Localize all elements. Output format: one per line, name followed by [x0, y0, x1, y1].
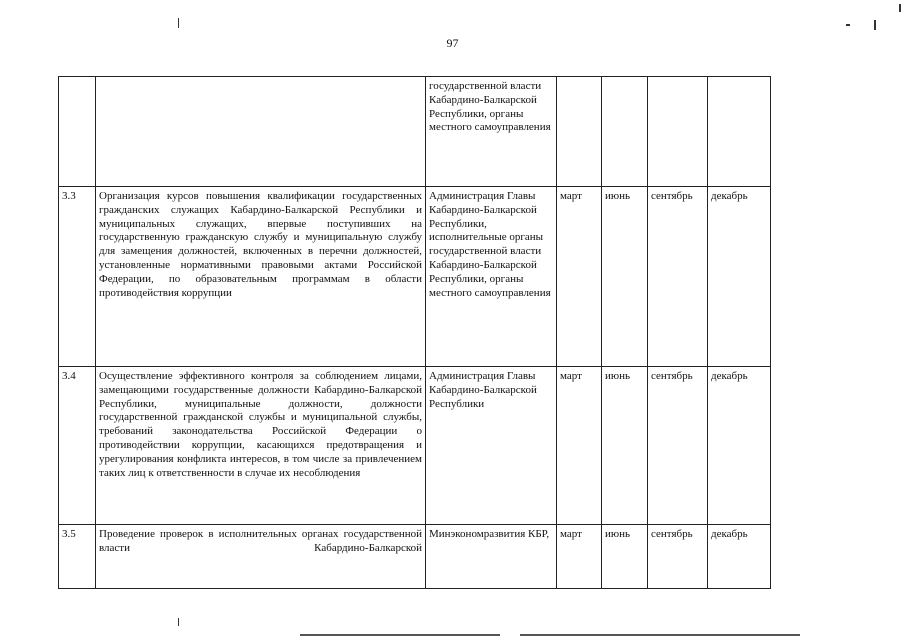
measure-description: Организация курсов повышения квалификации государственных гражданских служащих Кабардино-Балкарской Республики и муниципальных служащих, впервые поступивших на государственную гражданскую службу и муниципальную службу для замещения должностей, включенных в перечни должностей, установленные нормативными правовыми актами Российской Федерации, по образовательным программам в области противодействия коррупции	[96, 187, 426, 367]
deadline-q3: сентябрь	[648, 187, 708, 367]
scan-mark	[846, 24, 850, 26]
scan-mark	[899, 4, 901, 12]
deadline-q2	[602, 77, 648, 187]
scan-mark	[178, 618, 179, 626]
deadline-q1: март	[557, 367, 602, 525]
deadline-q4: декабрь	[708, 187, 771, 367]
deadline-q4: декабрь	[708, 525, 771, 589]
scan-mark	[300, 634, 500, 636]
measure-description	[96, 77, 426, 187]
deadline-q3: сентябрь	[648, 525, 708, 589]
deadline-q3: сентябрь	[648, 367, 708, 525]
deadline-q2: июнь	[602, 525, 648, 589]
deadline-q1: март	[557, 187, 602, 367]
row-number: 3.4	[59, 367, 96, 525]
row-number: 3.5	[59, 525, 96, 589]
scan-mark	[520, 634, 800, 636]
deadline-q4	[708, 77, 771, 187]
responsible-executors: государственной власти Кабардино-Балкарской Республики, органы местного самоуправления	[426, 77, 557, 187]
measure-description: Осуществление эффективного контроля за соблюдением лицами, замещающими государственные должности Кабардино-Балкарской Республики, муниципальные должности, должности государственной гражданской службы и муниципальной службы, требований законодательства Российской Федерации о противодействии коррупции, касающихся предотвращения и урегулирования конфликта интересов, в том числе за привлечением таких лиц к ответственности в случае их несоблюдения	[96, 367, 426, 525]
deadline-q3	[648, 77, 708, 187]
responsible-executors: Администрация Главы Кабардино-Балкарской Республики	[426, 367, 557, 525]
page-number: 97	[446, 36, 459, 50]
table-row	[59, 367, 771, 525]
table-row	[59, 525, 771, 589]
deadline-q1	[557, 77, 602, 187]
table-row	[59, 77, 771, 187]
scan-mark	[178, 18, 179, 28]
table-row	[59, 187, 771, 367]
deadline-q1: март	[557, 525, 602, 589]
responsible-executors: Минэкономразвития КБР,	[426, 525, 557, 589]
responsible-executors: Администрация Главы Кабардино-Балкарской Республики, исполнительные органы государственной власти Кабардино-Балкарской Республики, органы местного самоуправления	[426, 187, 557, 367]
row-number: 3.3	[59, 187, 96, 367]
measures-table	[58, 76, 771, 589]
measure-description: Проведение проверок в исполнительных органах государственной власти Кабардино-Балкарской	[96, 525, 426, 589]
deadline-q4: декабрь	[708, 367, 771, 525]
deadline-q2: июнь	[602, 187, 648, 367]
deadline-q2: июнь	[602, 367, 648, 525]
scan-mark	[874, 20, 876, 30]
row-number	[59, 77, 96, 187]
